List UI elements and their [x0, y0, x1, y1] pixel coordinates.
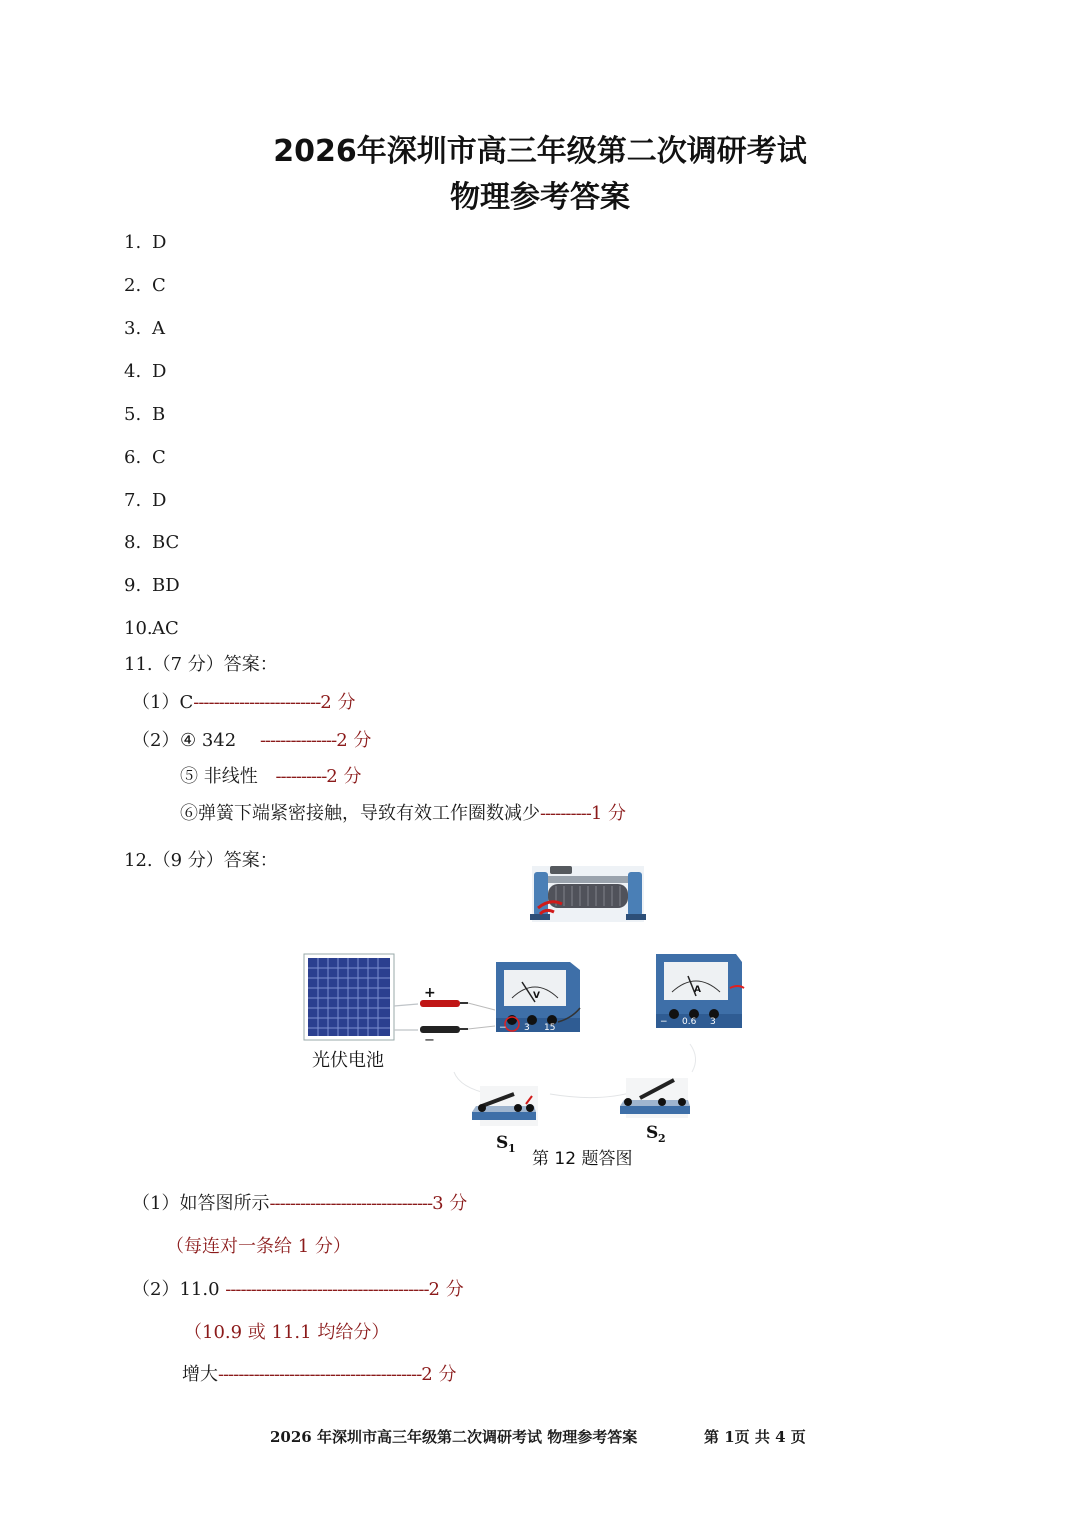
page-title: 2026年深圳市高三年级第二次调研考试 [273, 134, 807, 169]
circuit-diagram-figure [290, 858, 760, 1178]
q12-part2-text: （2）11.0 [132, 1279, 226, 1300]
switch-s2-label: S [646, 1123, 659, 1143]
voltmeter-terminal-3: 3 [524, 1023, 530, 1033]
mc-answer-row [124, 275, 166, 296]
q11-part1-label: （1）C [132, 692, 194, 713]
mc-question-number: 10. [124, 618, 153, 639]
solar-leads [394, 1000, 495, 1033]
mc-answer-row [124, 232, 166, 253]
solar-panel-icon [304, 954, 394, 1040]
q12-part1-dashes: -------------------------------- [269, 1193, 433, 1214]
mc-answer-letter: A [152, 318, 165, 339]
mc-answer-row [124, 532, 179, 553]
q11-part1 [132, 688, 355, 714]
mc-answer-letter: B [152, 404, 166, 425]
q11-part1-score: 2 分 [320, 692, 356, 713]
q11-part2b-dashes: ---------- [275, 766, 327, 787]
ammeter-terminal-0-6: 0.6 [682, 1017, 697, 1027]
q11-part2b [180, 762, 361, 788]
q11-part2c [180, 799, 626, 825]
voltmeter-terminal-15: 15 [544, 1023, 556, 1033]
q11-part2a [180, 726, 371, 752]
q11-part2a-score: 2 分 [336, 730, 372, 751]
q11-part2a-text: ④ 342 [180, 730, 237, 751]
mc-answer-row [124, 618, 179, 639]
ammeter-terminal-3: 3 [710, 1017, 716, 1027]
mc-answer-letter: BD [152, 575, 180, 596]
ammeter-letter: A [694, 985, 701, 995]
voltmeter-terminal-minus: − [499, 1023, 507, 1033]
mc-question-number: 3. [124, 318, 142, 339]
footer-page-number: 第 1页 共 4 页 [704, 1428, 806, 1446]
q12-part3-dashes: ---------------------------------------- [218, 1364, 422, 1385]
plus-terminal-label: + [424, 985, 436, 1001]
mc-question-number: 9. [124, 575, 142, 596]
q11-part2c-score: 1 分 [590, 803, 627, 824]
mc-question-number: 1. [124, 232, 142, 253]
footer-title: 2026 年深圳市高三年级第二次调研考试 物理参考答案 [270, 1428, 638, 1446]
mc-answer-letter: C [152, 275, 166, 296]
mc-answer-letter: C [152, 447, 166, 468]
q11-part2b-text: ⑤ 非线性 [180, 766, 258, 787]
q12-part1-text: （1）如答图所示 [132, 1193, 270, 1214]
page-subtitle: 物理参考答案 [450, 180, 630, 215]
q12-part2-note: （10.9 或 11.1 均给分） [184, 1322, 390, 1343]
faint-wire [690, 1044, 696, 1072]
q11-part1-dashes: ------------------------- [193, 692, 321, 713]
q12-part3-text: 增大 [182, 1364, 218, 1385]
rheostat-icon [530, 866, 646, 922]
mc-answer-letter: D [152, 490, 167, 511]
switch-s2-icon [620, 1078, 690, 1118]
mc-answer-row [124, 447, 166, 468]
mc-answer-row [124, 490, 166, 511]
mc-answer-row [124, 404, 165, 425]
mc-answer-row [124, 318, 165, 339]
mc-answer-row [124, 575, 180, 596]
switch-s2-subscript: 2 [658, 1132, 666, 1145]
mc-answer-letter: AC [152, 618, 179, 639]
mc-answer-letter: D [152, 361, 167, 382]
switch-s1-icon [472, 1086, 538, 1126]
ammeter-terminal-minus: − [660, 1017, 668, 1027]
q12-part2-score: 2 分 [428, 1279, 464, 1300]
q11-part2-label: （2） [132, 730, 180, 751]
mc-answer-letter: BC [152, 532, 180, 553]
switch-s1-subscript: 1 [508, 1142, 516, 1155]
q11-heading: 11.（7 分）答案： [124, 654, 278, 675]
q11-part2c-text: ⑥弹簧下端紧密接触，导致有效工作圈数减少 [180, 803, 540, 824]
q11-part2a-dashes: --------------- [259, 730, 337, 751]
q12-part1 [132, 1189, 467, 1215]
q12-part2 [132, 1275, 464, 1301]
solar-panel-label: 光伏电池 [312, 1050, 384, 1071]
mc-answer-letter: D [152, 232, 167, 253]
q12-part2-dashes: ---------------------------------------- [225, 1279, 429, 1300]
mc-question-number: 8. [124, 532, 142, 553]
q12-part3-score: 2 分 [421, 1364, 457, 1385]
mc-question-number: 7. [124, 490, 142, 511]
mc-question-number: 6. [124, 447, 142, 468]
switch-s1-label: S [496, 1133, 509, 1153]
q11-part2b-score: 2 分 [326, 766, 362, 787]
mc-question-number: 2. [124, 275, 142, 296]
mc-answer-row [124, 361, 166, 382]
q12-part3 [182, 1360, 456, 1386]
q11-part2c-dashes: ---------- [540, 803, 591, 824]
voltmeter-letter: V [533, 991, 540, 1001]
mc-question-number: 4. [124, 361, 142, 382]
minus-terminal-label: − [424, 1033, 435, 1048]
q12-part1-note: （每连对一条给 1 分） [166, 1236, 351, 1257]
q12-part1-score: 3 分 [432, 1193, 468, 1214]
q12-heading: 12.（9 分）答案： [124, 850, 278, 871]
mc-question-number: 5. [124, 404, 142, 425]
figure-caption: 第 12 题答图 [532, 1149, 633, 1169]
